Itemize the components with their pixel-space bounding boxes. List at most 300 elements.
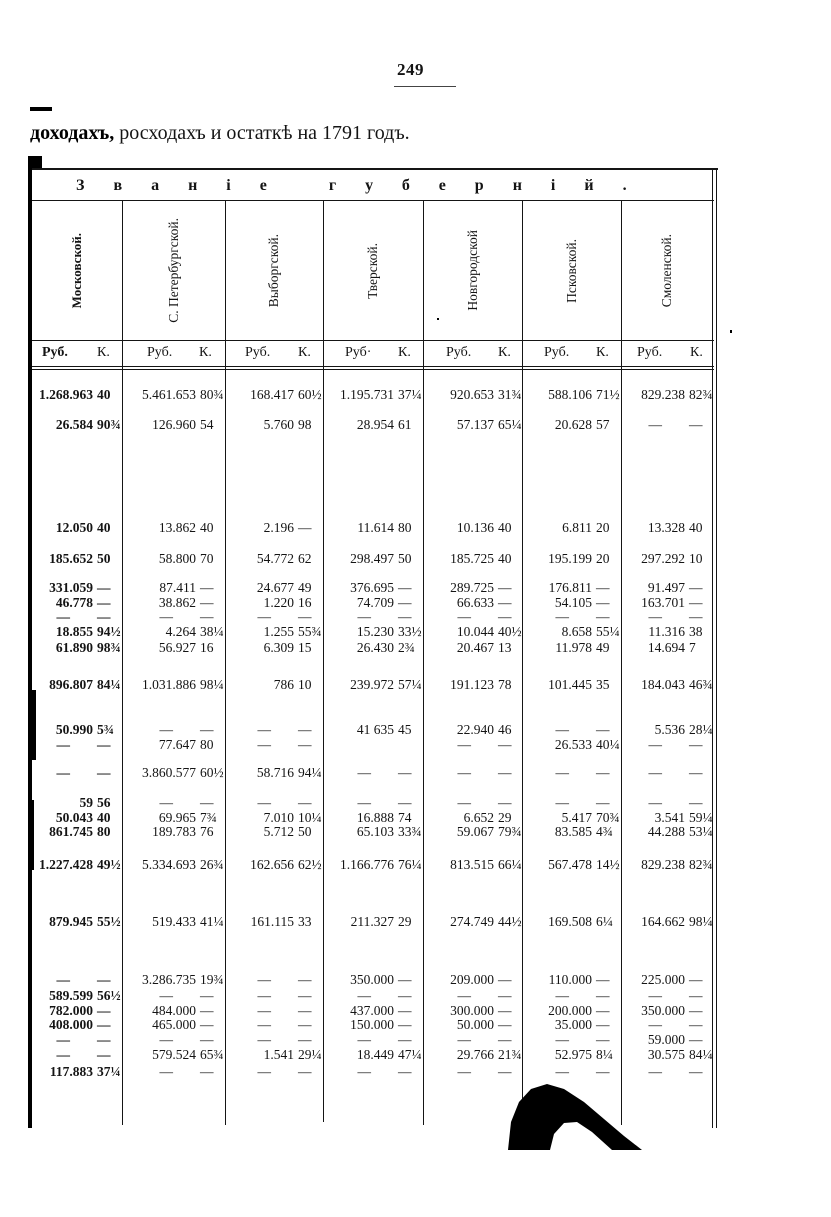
- rub-value: 176.811: [548, 580, 592, 595]
- rub-value: 408.000: [49, 1017, 93, 1032]
- kop-value: —: [398, 1003, 412, 1018]
- rub-value: 14.694: [647, 640, 685, 655]
- table-cell: [323, 417, 423, 433]
- rub-value: 782.000: [49, 1003, 93, 1018]
- rub-value: 50.990: [55, 722, 93, 737]
- table-cell: [423, 914, 523, 930]
- kop-label: К.: [199, 345, 212, 360]
- rub-value: 52.975: [554, 1047, 592, 1062]
- table-cell: [32, 988, 122, 1004]
- rub-value: 8.658: [561, 624, 592, 639]
- rub-value: 297.292: [641, 551, 685, 566]
- kop-value: —: [689, 972, 703, 987]
- rub-value: 59.000: [647, 1032, 685, 1047]
- table-cell: [225, 1047, 323, 1063]
- table-cell: [423, 640, 523, 656]
- table-cell: [423, 624, 523, 640]
- rub-value: —: [159, 609, 173, 624]
- kop-value: —: [298, 988, 312, 1003]
- rub-value: 13.328: [647, 520, 685, 535]
- kop-value: 37¼: [398, 387, 422, 402]
- rub-value: 54.772: [256, 551, 294, 566]
- rub-value: 189.783: [152, 824, 196, 839]
- rub-value: 12.050: [55, 520, 93, 535]
- kop-value: 37¼: [97, 1064, 121, 1079]
- table-cell: [323, 520, 423, 536]
- kop-value: 98¼: [689, 914, 713, 929]
- rub-value: —: [555, 1064, 569, 1079]
- kop-value: 56½: [97, 988, 121, 1003]
- table-cell: [323, 824, 423, 840]
- table-cell: [323, 1017, 423, 1033]
- table-cell: [621, 795, 714, 811]
- rub-value: —: [56, 765, 70, 780]
- rub-value: —: [648, 737, 662, 752]
- rub-value: —: [457, 988, 471, 1003]
- table-cell: [423, 765, 523, 781]
- rub-value: 5.536: [654, 722, 685, 737]
- rub-label: Руб·: [345, 345, 372, 360]
- rub-value: 829.238: [641, 857, 685, 872]
- table-cell: [122, 520, 225, 536]
- rub-value: 61.890: [55, 640, 93, 655]
- table-cell: [621, 580, 714, 596]
- rub-value: 44.288: [647, 824, 685, 839]
- title-lead: доходахъ,: [30, 122, 115, 144]
- table-cell: [225, 988, 323, 1004]
- table-cell: [32, 580, 122, 596]
- table-cell: [225, 1032, 323, 1048]
- table-cell: [522, 551, 621, 567]
- kop-value: 62½: [298, 857, 322, 872]
- rub-value: 861.745: [49, 824, 93, 839]
- table-cell: [32, 520, 122, 536]
- table-cell: [423, 722, 523, 738]
- kop-value: —: [298, 1032, 312, 1047]
- table-cell: [122, 988, 225, 1004]
- table-cell: [32, 1064, 122, 1080]
- title-rest: росходахъ и остаткѣ на 1791 годъ.: [114, 122, 410, 144]
- kop-value: 61: [398, 417, 412, 432]
- kop-value: 16: [298, 595, 312, 610]
- rub-value: 1.227.428: [39, 857, 93, 872]
- kop-value: 70¾: [596, 810, 620, 825]
- kop-value: 21¾: [498, 1047, 522, 1062]
- kop-value: —: [498, 765, 512, 780]
- rub-value: —: [159, 722, 173, 737]
- kop-value: —: [200, 795, 214, 810]
- table-cell: [621, 765, 714, 781]
- table-cell: [621, 624, 714, 640]
- rub-value: —: [555, 609, 569, 624]
- kop-label: К.: [498, 345, 511, 360]
- rub-value: 29.766: [456, 1047, 494, 1062]
- table-cell: [323, 1032, 423, 1048]
- rub-value: 300.000: [450, 1003, 494, 1018]
- rub-value: —: [357, 988, 371, 1003]
- rub-value: —: [257, 609, 271, 624]
- kop-value: 76¼: [398, 857, 422, 872]
- rub-value: 16.888: [356, 810, 394, 825]
- province-name: Псковской.: [563, 238, 579, 303]
- kop-value: 65¾: [200, 1047, 224, 1062]
- kop-label: К.: [596, 345, 609, 360]
- rub-value: 11.614: [357, 520, 394, 535]
- table-cell: [323, 580, 423, 596]
- table-cell: [122, 824, 225, 840]
- rub-value: —: [457, 795, 471, 810]
- kop-value: —: [398, 765, 412, 780]
- kop-value: —: [498, 988, 512, 1003]
- kop-value: 74: [398, 810, 412, 825]
- kop-value: 7¾: [200, 810, 217, 825]
- province-name: Новгородской: [464, 230, 480, 311]
- kop-value: —: [596, 595, 610, 610]
- rub-value: —: [56, 972, 70, 987]
- rub-value: 1.031.886: [142, 677, 196, 692]
- table-cell: [621, 387, 714, 403]
- kop-value: 94¼: [298, 765, 322, 780]
- province-name: Тверской.: [365, 242, 380, 299]
- table-cell: [522, 580, 621, 596]
- table-cell: [323, 914, 423, 930]
- table-cell: [225, 520, 323, 536]
- rub-label: Руб.: [42, 345, 68, 360]
- rub-value: 7.010: [263, 810, 294, 825]
- rub-value: 589.599: [49, 988, 93, 1003]
- kop-value: 71½: [596, 387, 620, 402]
- table-cell: [225, 737, 323, 753]
- rub-value: 30.575: [647, 1047, 685, 1062]
- kop-label: К.: [690, 345, 703, 360]
- kop-value: 46: [498, 722, 512, 737]
- kop-value: —: [298, 972, 312, 987]
- kop-value: —: [398, 580, 412, 595]
- kop-value: 84¼: [97, 677, 121, 692]
- kop-value: 33½: [398, 624, 422, 639]
- kop-value: —: [498, 1003, 512, 1018]
- table-cell: [621, 824, 714, 840]
- table-cell: [522, 765, 621, 781]
- rub-value: 11.978: [555, 640, 592, 655]
- kop-value: 60½: [200, 765, 224, 780]
- table-row: [0, 387, 831, 403]
- kop-value: 40: [97, 810, 111, 825]
- rub-value: 289.725: [450, 580, 494, 595]
- kop-value: 2¾: [398, 640, 415, 655]
- kop-value: 33: [298, 914, 312, 929]
- rub-value: —: [257, 1017, 271, 1032]
- kop-value: —: [689, 595, 703, 610]
- rub-value: —: [648, 609, 662, 624]
- rub-value: 15.230: [356, 624, 394, 639]
- table-row: [0, 624, 831, 640]
- rub-value: 437.000: [350, 1003, 394, 1018]
- table-cell: [32, 1032, 122, 1048]
- rub-label: Руб.: [147, 345, 173, 360]
- kop-value: —: [398, 595, 412, 610]
- rub-value: 465.000: [152, 1017, 196, 1032]
- kop-value: —: [398, 795, 412, 810]
- rub-value: 879.945: [49, 914, 93, 929]
- kop-value: 38¼: [200, 624, 224, 639]
- kop-value: 40¼: [596, 737, 620, 752]
- kop-value: —: [97, 972, 111, 987]
- table-cell: [423, 551, 523, 567]
- kop-value: —: [200, 988, 214, 1003]
- kop-value: —: [298, 609, 312, 624]
- table-cell: [122, 417, 225, 433]
- table-cell: [32, 417, 122, 433]
- kop-value: —: [596, 1064, 610, 1079]
- table-cell: [225, 640, 323, 656]
- kop-value: —: [689, 1003, 703, 1018]
- rub-value: —: [357, 609, 371, 624]
- kop-value: —: [200, 1064, 214, 1079]
- kop-value: —: [200, 609, 214, 624]
- table-cell: [323, 551, 423, 567]
- table-cell: [32, 677, 122, 693]
- kop-value: 65¼: [498, 417, 522, 432]
- rub-value: —: [457, 609, 471, 624]
- table-row: [0, 580, 831, 596]
- rub-value: 126.960: [152, 417, 196, 432]
- table-cell: [423, 972, 523, 988]
- kop-value: 49½: [97, 857, 121, 872]
- table-cell: [32, 795, 122, 811]
- kop-value: 57: [596, 417, 610, 432]
- rub-value: —: [257, 795, 271, 810]
- rub-value: 376.695: [350, 580, 394, 595]
- rub-value: 350.000: [350, 972, 394, 987]
- table-cell: [621, 417, 714, 433]
- rub-value: 24.677: [256, 580, 294, 595]
- kop-value: 47¼: [398, 1047, 422, 1062]
- kop-value: 49: [596, 640, 610, 655]
- kop-value: —: [596, 1003, 610, 1018]
- rub-value: 26.430: [356, 640, 394, 655]
- kop-value: —: [200, 580, 214, 595]
- table-cell: [621, 737, 714, 753]
- kop-value: 29: [398, 914, 412, 929]
- table-cell: [621, 972, 714, 988]
- rub-value: 59.067: [456, 824, 494, 839]
- rub-value: —: [648, 988, 662, 1003]
- rub-label: Руб.: [544, 345, 570, 360]
- table-row: [0, 1017, 831, 1033]
- rub-value: 6.811: [562, 520, 592, 535]
- kop-value: 49: [298, 580, 312, 595]
- rub-value: —: [257, 722, 271, 737]
- rub-value: 195.199: [548, 551, 592, 566]
- table-cell: [323, 737, 423, 753]
- table-cell: [522, 988, 621, 1004]
- rub-value: —: [357, 765, 371, 780]
- table-cell: [522, 972, 621, 988]
- rub-value: 1.220: [263, 595, 294, 610]
- kop-value: —: [398, 972, 412, 987]
- kop-value: —: [200, 1003, 214, 1018]
- rub-value: 91.497: [647, 580, 685, 595]
- table-cell: [423, 520, 523, 536]
- rub-value: 484.000: [152, 1003, 196, 1018]
- table-row: [0, 972, 831, 988]
- kop-value: 40: [498, 520, 512, 535]
- kop-value: —: [498, 1064, 512, 1079]
- table-cell: [225, 722, 323, 738]
- kop-value: —: [97, 737, 111, 752]
- rub-value: 26.584: [55, 417, 93, 432]
- kop-value: 76: [200, 824, 214, 839]
- rub-value: 164.662: [641, 914, 685, 929]
- rub-value: 50.000: [456, 1017, 494, 1032]
- rub-value: 5.712: [263, 824, 294, 839]
- kop-value: 31¾: [498, 387, 522, 402]
- rub-value: —: [648, 1064, 662, 1079]
- rub-value: 1.268.963: [39, 387, 93, 402]
- table-row: [0, 722, 831, 738]
- table-cell: [122, 580, 225, 596]
- table-row: [0, 640, 831, 656]
- kop-value: 40: [97, 387, 111, 402]
- table-cell: [522, 824, 621, 840]
- kop-value: 46¾: [689, 677, 713, 692]
- kop-value: —: [689, 580, 703, 595]
- rub-value: —: [457, 1064, 471, 1079]
- kop-value: 44½: [498, 914, 522, 929]
- kop-value: —: [398, 1064, 412, 1079]
- kop-value: 13: [498, 640, 512, 655]
- table-row: [0, 1047, 831, 1063]
- kop-value: 66¼: [498, 857, 522, 872]
- rub-value: —: [257, 737, 271, 752]
- kop-value: —: [689, 1017, 703, 1032]
- kop-value: —: [689, 737, 703, 752]
- rub-value: 829.238: [641, 387, 685, 402]
- kop-value: —: [298, 795, 312, 810]
- kop-value: 60½: [298, 387, 322, 402]
- kop-value: 10: [689, 551, 703, 566]
- table-cell: [122, 765, 225, 781]
- rub-value: —: [648, 1017, 662, 1032]
- rub-value: 77.647: [158, 737, 196, 752]
- kop-value: 98: [298, 417, 312, 432]
- table-cell: [32, 624, 122, 640]
- kop-value: —: [97, 609, 111, 624]
- table-cell: [122, 972, 225, 988]
- kop-value: —: [689, 1064, 703, 1079]
- table-cell: [522, 914, 621, 930]
- table-cell: [621, 551, 714, 567]
- province-name: Выборгской.: [266, 233, 281, 308]
- rub-value: 191.123: [450, 677, 494, 692]
- rub-value: 169.508: [548, 914, 592, 929]
- table-cell: [323, 972, 423, 988]
- rub-value: 41 635: [356, 722, 394, 737]
- kop-value: 50: [398, 551, 412, 566]
- table-cell: [32, 1017, 122, 1033]
- province-name: Московской.: [69, 232, 84, 309]
- kop-value: 4¾: [596, 824, 613, 839]
- table-row: [0, 417, 831, 433]
- table-cell: [423, 737, 523, 753]
- kop-value: 7: [689, 640, 696, 655]
- rub-value: —: [56, 609, 70, 624]
- kop-value: —: [498, 795, 512, 810]
- table-cell: [323, 1047, 423, 1063]
- table-cell: [522, 857, 621, 873]
- kop-value: —: [298, 737, 312, 752]
- rub-value: 184.043: [641, 677, 685, 692]
- rub-value: 331.059: [49, 580, 93, 595]
- kop-value: 59¼: [689, 810, 713, 825]
- rub-value: 110.000: [548, 972, 592, 987]
- kop-value: —: [498, 1017, 512, 1032]
- rub-value: 274.749: [450, 914, 494, 929]
- table-cell: [122, 609, 225, 625]
- table-cell: [225, 824, 323, 840]
- rub-value: —: [257, 1064, 271, 1079]
- kop-value: —: [498, 595, 512, 610]
- table-cell: [32, 609, 122, 625]
- table-cell: [225, 609, 323, 625]
- table-cell: [621, 640, 714, 656]
- rub-value: —: [257, 988, 271, 1003]
- rub-value: —: [257, 972, 271, 987]
- rub-value: 3.860.577: [142, 765, 196, 780]
- kop-value: 78: [498, 677, 512, 692]
- rub-value: 56.927: [158, 640, 196, 655]
- rub-value: 209.000: [450, 972, 494, 987]
- rub-value: —: [357, 795, 371, 810]
- table-cell: [225, 914, 323, 930]
- kop-value: —: [97, 595, 111, 610]
- table-cell: [225, 580, 323, 596]
- kop-value: 40: [689, 520, 703, 535]
- rub-value: 18.449: [356, 1047, 394, 1062]
- table-row: [0, 677, 831, 693]
- table-cell: [621, 520, 714, 536]
- rub-value: —: [457, 737, 471, 752]
- kop-value: —: [596, 972, 610, 987]
- rub-value: 35.000: [554, 1017, 592, 1032]
- table-cell: [122, 857, 225, 873]
- rub-value: 5.334.693: [142, 857, 196, 872]
- rub-value: 2.196: [263, 520, 294, 535]
- kop-value: —: [398, 1032, 412, 1047]
- kop-value: —: [498, 580, 512, 595]
- rub-value: 22.940: [456, 722, 494, 737]
- page-number: 249: [397, 60, 424, 79]
- table-cell: [122, 722, 225, 738]
- rub-value: 5.760: [263, 417, 294, 432]
- rub-value: 18.855: [55, 624, 93, 639]
- table-cell: [225, 1064, 323, 1080]
- table-cell: [621, 1047, 714, 1063]
- rub-value: —: [159, 795, 173, 810]
- kop-value: 90¾: [97, 417, 121, 432]
- table-cell: [225, 551, 323, 567]
- rub-value: 83.585: [554, 824, 592, 839]
- kop-value: 29¼: [298, 1047, 322, 1062]
- table-cell: [522, 624, 621, 640]
- table-cell: [621, 988, 714, 1004]
- rub-value: 1.195.731: [340, 387, 394, 402]
- table-cell: [522, 677, 621, 693]
- table-cell: [621, 609, 714, 625]
- kop-value: 10¼: [298, 810, 322, 825]
- table-cell: [122, 387, 225, 403]
